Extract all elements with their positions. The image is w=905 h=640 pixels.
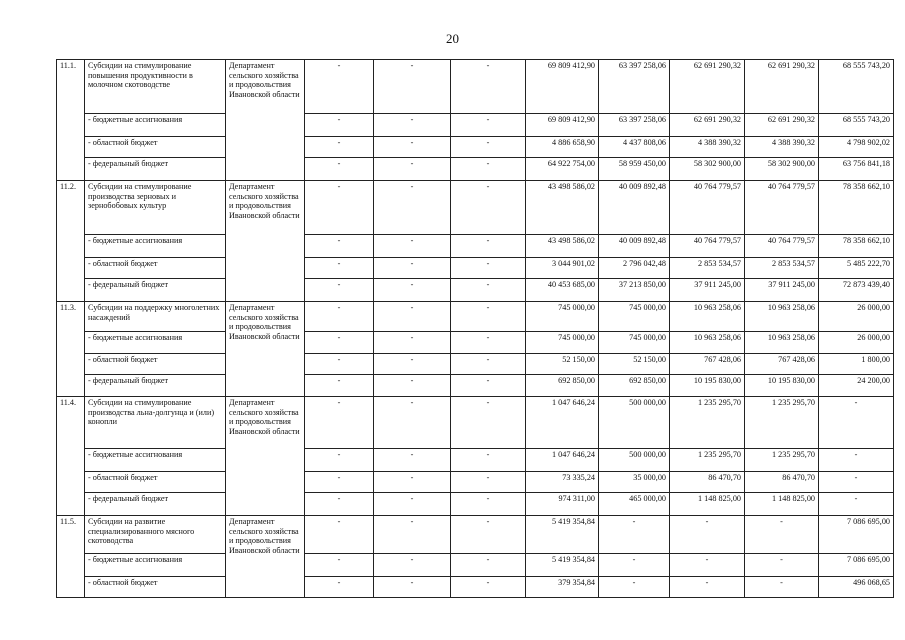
amount-cell: 4 798 902,02 bbox=[819, 137, 894, 158]
value-cell: - bbox=[305, 472, 374, 493]
amount-cell: 745 000,00 bbox=[599, 332, 670, 354]
amount-cell: 37 213 850,00 bbox=[599, 279, 670, 302]
funding-source-label: - федеральный бюджет bbox=[85, 158, 226, 181]
amount-cell: 63 397 258,06 bbox=[599, 60, 670, 114]
value-cell: - bbox=[374, 472, 451, 493]
value-cell: - bbox=[374, 493, 451, 516]
value-cell: - bbox=[451, 577, 526, 598]
amount-cell: - bbox=[745, 554, 819, 577]
amount-cell: 43 498 586,02 bbox=[526, 235, 599, 258]
amount-cell: 1 047 646,24 bbox=[526, 397, 599, 449]
amount-cell: - bbox=[745, 577, 819, 598]
value-cell: - bbox=[305, 279, 374, 302]
department-name: Департамент сельского хозяйства и продовольствия Ивановской области bbox=[226, 516, 305, 598]
amount-cell: 62 691 290,32 bbox=[745, 60, 819, 114]
amount-cell: 43 498 586,02 bbox=[526, 181, 599, 235]
amount-cell: 1 235 295,70 bbox=[670, 449, 745, 472]
amount-cell: - bbox=[819, 397, 894, 449]
value-cell: - bbox=[305, 158, 374, 181]
value-cell: - bbox=[305, 332, 374, 354]
amount-cell: 58 302 900,00 bbox=[745, 158, 819, 181]
table-row bbox=[57, 449, 894, 472]
amount-cell: - bbox=[819, 449, 894, 472]
measure-title: Субсидии на стимулирование производства льна-долгунца и (или) конопли bbox=[85, 397, 226, 449]
value-cell: - bbox=[451, 60, 526, 114]
amount-cell: 1 235 295,70 bbox=[670, 397, 745, 449]
value-cell: - bbox=[305, 449, 374, 472]
department-name: Департамент сельского хозяйства и продовольствия Ивановской области bbox=[226, 302, 305, 397]
amount-cell: 26 000,00 bbox=[819, 302, 894, 332]
amount-cell: 63 756 841,18 bbox=[819, 158, 894, 181]
amount-cell: 4 388 390,32 bbox=[670, 137, 745, 158]
amount-cell: 10 195 830,00 bbox=[670, 375, 745, 397]
amount-cell: - bbox=[819, 493, 894, 516]
measure-title: Субсидии на поддержку многолетних насаждений bbox=[85, 302, 226, 332]
amount-cell: 767 428,06 bbox=[670, 354, 745, 375]
amount-cell: - bbox=[599, 577, 670, 598]
page-number: 20 bbox=[446, 31, 459, 46]
amount-cell: 69 809 412,90 bbox=[526, 114, 599, 137]
funding-source-label: - бюджетные ассигнования bbox=[85, 554, 226, 577]
amount-cell: 1 148 825,00 bbox=[670, 493, 745, 516]
value-cell: - bbox=[374, 258, 451, 279]
amount-cell: 974 311,00 bbox=[526, 493, 599, 516]
value-cell: - bbox=[374, 235, 451, 258]
amount-cell: 10 963 258,06 bbox=[670, 332, 745, 354]
value-cell: - bbox=[374, 114, 451, 137]
funding-source-label: - бюджетные ассигнования bbox=[85, 449, 226, 472]
table-row bbox=[57, 258, 894, 279]
value-cell: - bbox=[305, 60, 374, 114]
amount-cell: 4 886 658,90 bbox=[526, 137, 599, 158]
value-cell: - bbox=[305, 516, 374, 554]
value-cell: - bbox=[374, 554, 451, 577]
amount-cell: 37 911 245,00 bbox=[670, 279, 745, 302]
amount-cell: 500 000,00 bbox=[599, 449, 670, 472]
amount-cell: 4 388 390,32 bbox=[745, 137, 819, 158]
value-cell: - bbox=[451, 114, 526, 137]
value-cell: - bbox=[305, 577, 374, 598]
department-name: Департамент сельского хозяйства и продовольствия Ивановской области bbox=[226, 60, 305, 181]
amount-cell: 2 853 534,57 bbox=[670, 258, 745, 279]
amount-cell: 692 850,00 bbox=[526, 375, 599, 397]
value-cell: - bbox=[374, 60, 451, 114]
amount-cell: 40 009 892,48 bbox=[599, 181, 670, 235]
amount-cell: - bbox=[599, 554, 670, 577]
amount-cell: 58 302 900,00 bbox=[670, 158, 745, 181]
table-row bbox=[57, 279, 894, 302]
table-row bbox=[57, 332, 894, 354]
amount-cell: 496 068,65 bbox=[819, 577, 894, 598]
funding-source-label: - областной бюджет bbox=[85, 472, 226, 493]
value-cell: - bbox=[305, 235, 374, 258]
amount-cell: 767 428,06 bbox=[745, 354, 819, 375]
amount-cell: 10 195 830,00 bbox=[745, 375, 819, 397]
value-cell: - bbox=[451, 375, 526, 397]
amount-cell: 52 150,00 bbox=[526, 354, 599, 375]
table-row bbox=[57, 114, 894, 137]
value-cell: - bbox=[305, 354, 374, 375]
funding-source-label: - областной бюджет bbox=[85, 258, 226, 279]
table-row-header bbox=[57, 181, 894, 235]
value-cell: - bbox=[451, 354, 526, 375]
value-cell: - bbox=[451, 258, 526, 279]
row-index: 11.1. bbox=[57, 60, 85, 181]
funding-source-label: - федеральный бюджет bbox=[85, 493, 226, 516]
value-cell: - bbox=[374, 137, 451, 158]
table-row bbox=[57, 472, 894, 493]
value-cell: - bbox=[451, 516, 526, 554]
amount-cell: 2 853 534,57 bbox=[745, 258, 819, 279]
amount-cell: 62 691 290,32 bbox=[670, 114, 745, 137]
amount-cell: 26 000,00 bbox=[819, 332, 894, 354]
funding-source-label: - бюджетные ассигнования bbox=[85, 114, 226, 137]
amount-cell: - bbox=[819, 472, 894, 493]
amount-cell: 40 764 779,57 bbox=[745, 235, 819, 258]
table-row bbox=[57, 158, 894, 181]
row-index: 11.2. bbox=[57, 181, 85, 302]
table-row bbox=[57, 577, 894, 598]
value-cell: - bbox=[451, 554, 526, 577]
amount-cell: 62 691 290,32 bbox=[745, 114, 819, 137]
value-cell: - bbox=[374, 279, 451, 302]
amount-cell: 5 419 354,84 bbox=[526, 554, 599, 577]
value-cell: - bbox=[451, 493, 526, 516]
amount-cell: 692 850,00 bbox=[599, 375, 670, 397]
value-cell: - bbox=[374, 375, 451, 397]
amount-cell: 745 000,00 bbox=[526, 302, 599, 332]
value-cell: - bbox=[374, 397, 451, 449]
value-cell: - bbox=[451, 279, 526, 302]
amount-cell: 72 873 439,40 bbox=[819, 279, 894, 302]
value-cell: - bbox=[451, 397, 526, 449]
value-cell: - bbox=[451, 302, 526, 332]
amount-cell: 1 148 825,00 bbox=[745, 493, 819, 516]
table-row bbox=[57, 235, 894, 258]
value-cell: - bbox=[374, 449, 451, 472]
amount-cell: - bbox=[599, 516, 670, 554]
department-name: Департамент сельского хозяйства и продовольствия Ивановской области bbox=[226, 181, 305, 302]
table-row-header bbox=[57, 397, 894, 449]
value-cell: - bbox=[374, 516, 451, 554]
value-cell: - bbox=[374, 181, 451, 235]
amount-cell: 86 470,70 bbox=[670, 472, 745, 493]
amount-cell: 745 000,00 bbox=[599, 302, 670, 332]
amount-cell: 5 419 354,84 bbox=[526, 516, 599, 554]
value-cell: - bbox=[374, 158, 451, 181]
amount-cell: 465 000,00 bbox=[599, 493, 670, 516]
funding-source-label: - областной бюджет bbox=[85, 137, 226, 158]
value-cell: - bbox=[305, 554, 374, 577]
amount-cell: 40 764 779,57 bbox=[670, 235, 745, 258]
value-cell: - bbox=[305, 137, 374, 158]
amount-cell: 73 335,24 bbox=[526, 472, 599, 493]
amount-cell: 37 911 245,00 bbox=[745, 279, 819, 302]
funding-source-label: - областной бюджет bbox=[85, 354, 226, 375]
amount-cell: 68 555 743,20 bbox=[819, 60, 894, 114]
table-row bbox=[57, 493, 894, 516]
value-cell: - bbox=[374, 332, 451, 354]
amount-cell: 62 691 290,32 bbox=[670, 60, 745, 114]
value-cell: - bbox=[305, 181, 374, 235]
amount-cell: 24 200,00 bbox=[819, 375, 894, 397]
amount-cell: 63 397 258,06 bbox=[599, 114, 670, 137]
amount-cell: 7 086 695,00 bbox=[819, 516, 894, 554]
amount-cell: 40 009 892,48 bbox=[599, 235, 670, 258]
amount-cell: 40 764 779,57 bbox=[745, 181, 819, 235]
value-cell: - bbox=[305, 375, 374, 397]
value-cell: - bbox=[451, 181, 526, 235]
amount-cell: 5 485 222,70 bbox=[819, 258, 894, 279]
amount-cell: - bbox=[745, 516, 819, 554]
amount-cell: 1 235 295,70 bbox=[745, 397, 819, 449]
row-index: 11.3. bbox=[57, 302, 85, 397]
funding-source-label: - бюджетные ассигнования bbox=[85, 332, 226, 354]
table-row-header bbox=[57, 516, 894, 554]
value-cell: - bbox=[451, 332, 526, 354]
amount-cell: 64 922 754,00 bbox=[526, 158, 599, 181]
amount-cell: 35 000,00 bbox=[599, 472, 670, 493]
department-name: Департамент сельского хозяйства и продовольствия Ивановской области bbox=[226, 397, 305, 516]
row-index: 11.4. bbox=[57, 397, 85, 516]
value-cell: - bbox=[305, 397, 374, 449]
amount-cell: 2 796 042,48 bbox=[599, 258, 670, 279]
funding-source-label: - федеральный бюджет bbox=[85, 279, 226, 302]
amount-cell: 4 437 808,06 bbox=[599, 137, 670, 158]
amount-cell: - bbox=[670, 516, 745, 554]
amount-cell: 58 959 450,00 bbox=[599, 158, 670, 181]
amount-cell: 78 358 662,10 bbox=[819, 235, 894, 258]
funding-source-label: - бюджетные ассигнования bbox=[85, 235, 226, 258]
amount-cell: 68 555 743,20 bbox=[819, 114, 894, 137]
value-cell: - bbox=[374, 302, 451, 332]
amount-cell: 86 470,70 bbox=[745, 472, 819, 493]
amount-cell: 7 086 695,00 bbox=[819, 554, 894, 577]
amount-cell: 1 800,00 bbox=[819, 354, 894, 375]
value-cell: - bbox=[374, 354, 451, 375]
value-cell: - bbox=[451, 472, 526, 493]
measure-title: Субсидии на стимулирование повышения продуктивности в молочном скотоводстве bbox=[85, 60, 226, 114]
amount-cell: 10 963 258,06 bbox=[745, 302, 819, 332]
amount-cell: 379 354,84 bbox=[526, 577, 599, 598]
amount-cell: 1 047 646,24 bbox=[526, 449, 599, 472]
budget-table bbox=[56, 59, 894, 598]
amount-cell: 3 044 901,02 bbox=[526, 258, 599, 279]
value-cell: - bbox=[374, 577, 451, 598]
measure-title: Субсидии на развитие специализированного мясного скотоводства bbox=[85, 516, 226, 554]
amount-cell: 69 809 412,90 bbox=[526, 60, 599, 114]
table-row-header bbox=[57, 60, 894, 114]
amount-cell: 1 235 295,70 bbox=[745, 449, 819, 472]
amount-cell: 40 764 779,57 bbox=[670, 181, 745, 235]
amount-cell: 40 453 685,00 bbox=[526, 279, 599, 302]
value-cell: - bbox=[451, 449, 526, 472]
value-cell: - bbox=[305, 258, 374, 279]
amount-cell: 500 000,00 bbox=[599, 397, 670, 449]
amount-cell: 10 963 258,06 bbox=[745, 332, 819, 354]
table-row bbox=[57, 354, 894, 375]
table-row bbox=[57, 137, 894, 158]
table-row-header bbox=[57, 302, 894, 332]
amount-cell: - bbox=[670, 554, 745, 577]
table-row bbox=[57, 375, 894, 397]
row-index: 11.5. bbox=[57, 516, 85, 598]
amount-cell: 78 358 662,10 bbox=[819, 181, 894, 235]
value-cell: - bbox=[451, 137, 526, 158]
value-cell: - bbox=[305, 114, 374, 137]
value-cell: - bbox=[451, 158, 526, 181]
amount-cell: 10 963 258,06 bbox=[670, 302, 745, 332]
funding-source-label: - областной бюджет bbox=[85, 577, 226, 598]
value-cell: - bbox=[305, 493, 374, 516]
value-cell: - bbox=[451, 235, 526, 258]
amount-cell: - bbox=[670, 577, 745, 598]
table-row bbox=[57, 554, 894, 577]
amount-cell: 52 150,00 bbox=[599, 354, 670, 375]
measure-title: Субсидии на стимулирование производства зерновых и зернобобовых культур bbox=[85, 181, 226, 235]
amount-cell: 745 000,00 bbox=[526, 332, 599, 354]
funding-source-label: - федеральный бюджет bbox=[85, 375, 226, 397]
value-cell: - bbox=[305, 302, 374, 332]
table-body bbox=[57, 60, 894, 598]
